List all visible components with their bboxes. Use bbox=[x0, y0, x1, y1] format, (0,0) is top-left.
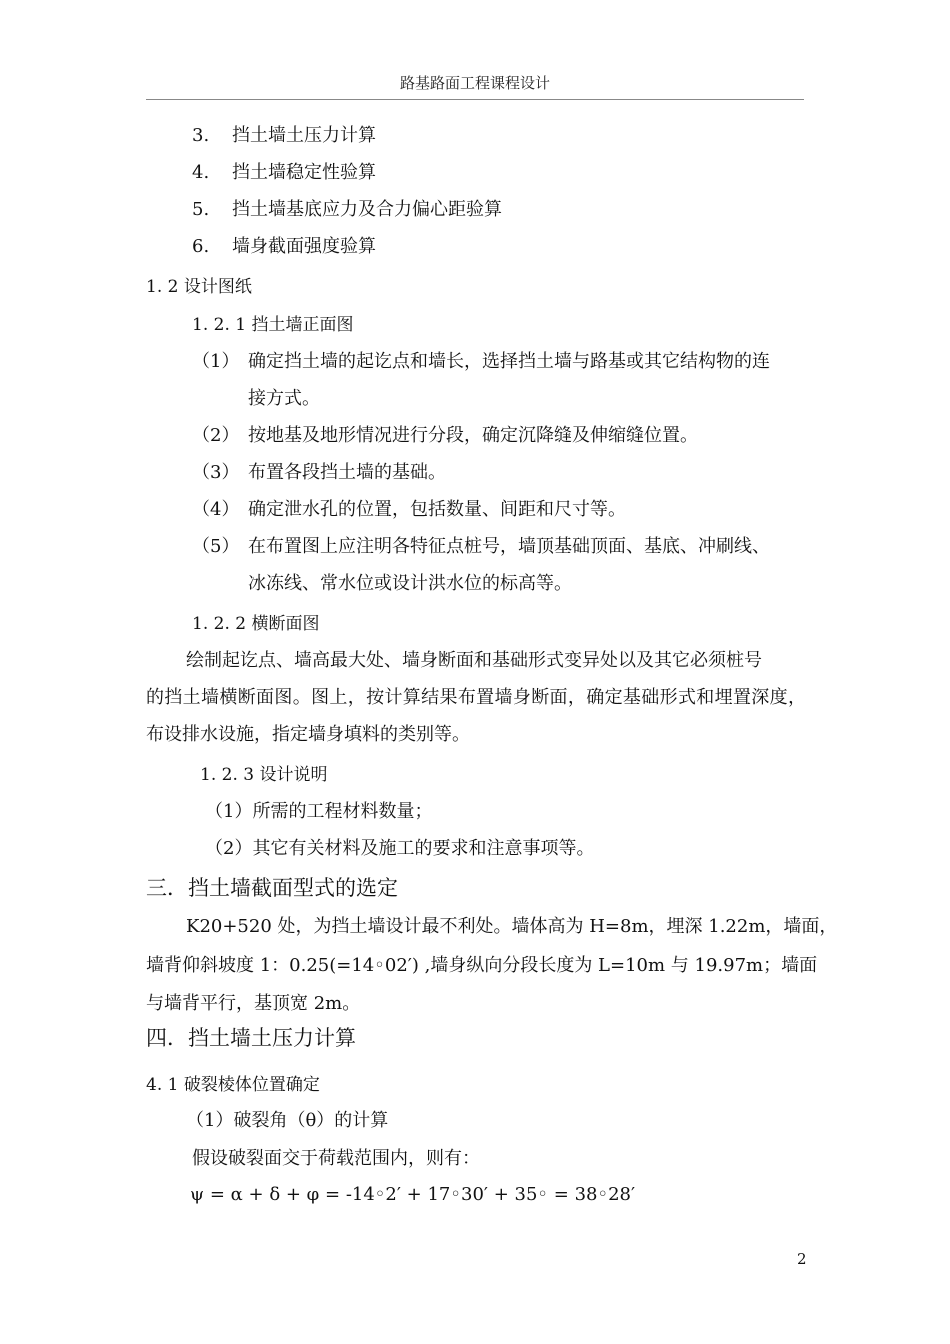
list-item bbox=[192, 121, 376, 147]
section-heading: 1. 2 设计图纸 bbox=[146, 277, 252, 297]
item-text: 按地基及地形情况进行分段，确定沉降缝及伸缩缝位置。 bbox=[248, 425, 698, 446]
list-number: 5. bbox=[192, 199, 210, 220]
item-number: （4） bbox=[192, 499, 240, 520]
list-text: 挡土墙基底应力及合力偏心距验算 bbox=[232, 199, 502, 220]
numbered-item bbox=[192, 347, 770, 373]
item-continuation: 冰冻线、常水位或设计洪水位的标高等。 bbox=[248, 573, 572, 594]
list-number: 6. bbox=[192, 236, 210, 257]
header-rule bbox=[146, 99, 804, 100]
item-number: （2） bbox=[192, 425, 240, 446]
list-number: 4. bbox=[192, 162, 210, 183]
page-header: 路基路面工程课程设计 bbox=[399, 74, 550, 92]
item-number: （1） bbox=[192, 351, 240, 372]
list-text: 墙身截面强度验算 bbox=[232, 236, 376, 257]
subsection-heading: 1. 2. 3 设计说明 bbox=[200, 765, 328, 785]
list-item bbox=[192, 158, 376, 184]
paragraph-line: K20+520 处，为挡土墙设计最不利处。墙体高为 H=8m，埋深 1.22m，墙面， bbox=[186, 916, 838, 937]
numbered-item bbox=[192, 458, 446, 484]
item-text: 布置各段挡土墙的基础。 bbox=[248, 462, 446, 483]
paragraph-line: 绘制起讫点、墙高最大处、墙身断面和基础形式变异处以及其它必须桩号 bbox=[186, 650, 762, 671]
list-item bbox=[192, 195, 502, 221]
paragraph-line: 的挡土墙横断面图。图上，按计算结果布置墙身断面，确定基础形式和埋置深度， bbox=[146, 687, 806, 708]
item-number: （5） bbox=[192, 536, 240, 557]
list-text: 挡土墙稳定性验算 bbox=[232, 162, 376, 183]
chapter-heading: 三．挡土墙截面型式的选定 bbox=[146, 876, 398, 900]
page-number: 2 bbox=[797, 1250, 807, 1268]
list-number: 3. bbox=[192, 125, 210, 146]
item-text: 确定泄水孔的位置，包括数量、间距和尺寸等。 bbox=[248, 499, 626, 520]
subsection-heading: （1）破裂角（θ）的计算 bbox=[186, 1110, 389, 1131]
numbered-item bbox=[192, 495, 626, 521]
list-item: （1）所需的工程材料数量； bbox=[205, 801, 433, 822]
chapter-heading: 四．挡土墙土压力计算 bbox=[146, 1026, 356, 1050]
numbered-item bbox=[192, 532, 770, 558]
item-text: 在布置图上应注明各特征点桩号，墙顶基础顶面、基底、冲刷线、 bbox=[248, 536, 770, 557]
paragraph-line: 假设破裂面交于荷载范围内，则有： bbox=[192, 1148, 480, 1169]
subsection-heading: 1. 2. 2 横断面图 bbox=[192, 614, 320, 634]
list-text: 挡土墙土压力计算 bbox=[232, 125, 376, 146]
paragraph-line: 布设排水设施，指定墙身填料的类别等。 bbox=[146, 724, 470, 745]
subsection-heading: 1. 2. 1 挡土墙正面图 bbox=[192, 315, 354, 335]
paragraph-line: 墙背仰斜坡度 1：0.25(=14◦02′) ,墙身纵向分段长度为 L=10m 与 19.97m；墙面 bbox=[146, 955, 818, 976]
item-continuation: 接方式。 bbox=[248, 388, 320, 409]
paragraph-line: 与墙背平行，基顶宽 2m。 bbox=[146, 993, 361, 1014]
item-number: （3） bbox=[192, 462, 240, 483]
section-heading: 4. 1 破裂棱体位置确定 bbox=[146, 1075, 320, 1095]
list-item: （2）其它有关材料及施工的要求和注意事项等。 bbox=[205, 838, 595, 859]
numbered-item bbox=[192, 421, 698, 447]
formula: ψ = α + δ + φ = -14◦2′ + 17◦30′ + 35◦ = 38◦28′ bbox=[190, 1184, 636, 1205]
item-text: 确定挡土墙的起讫点和墙长，选择挡土墙与路基或其它结构物的连 bbox=[248, 351, 770, 372]
list-item bbox=[192, 232, 376, 258]
